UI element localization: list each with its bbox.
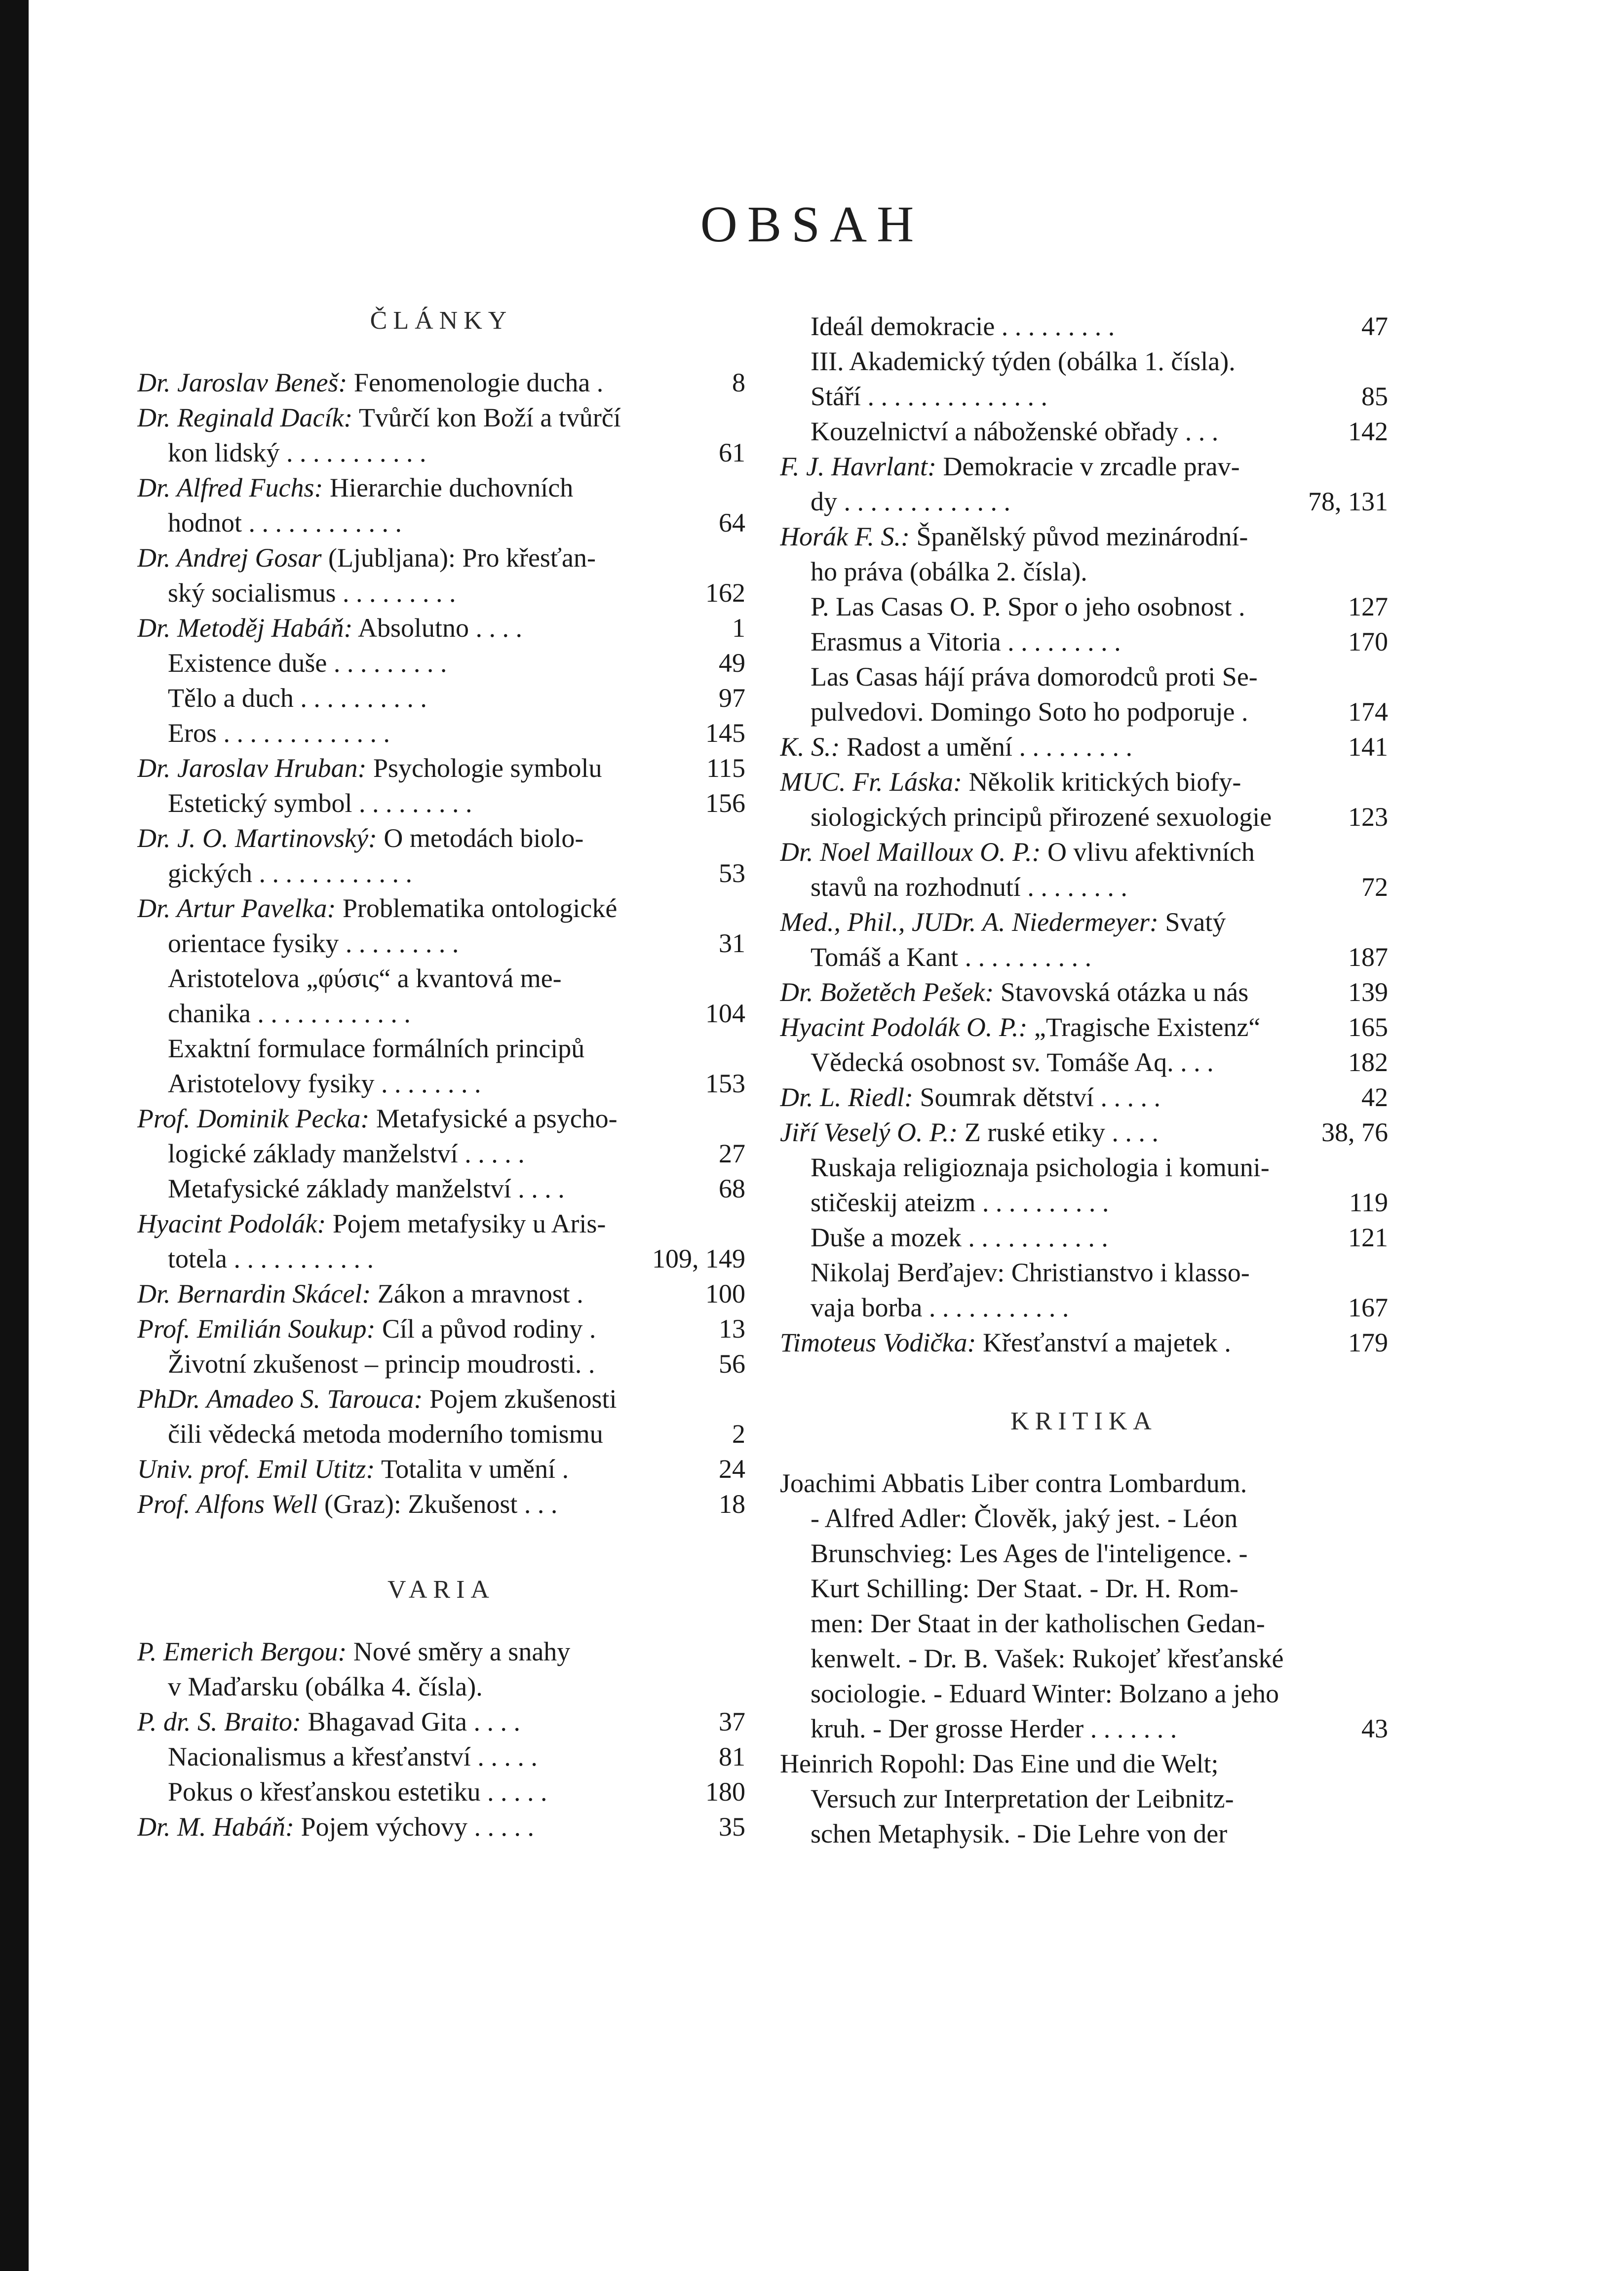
entry-title: Metafysické a psycho- — [369, 1104, 618, 1133]
entry-title: men: Der Staat in der katholischen Gedan- — [811, 1609, 1265, 1638]
entry-page-number: 145 — [698, 716, 745, 751]
entry-page-number: 2 — [725, 1417, 745, 1452]
right-entry — [780, 1010, 1388, 1045]
entry-page-number: 13 — [712, 1311, 745, 1347]
spacer — [780, 1360, 1388, 1395]
clanky-entry — [137, 1101, 745, 1136]
right-entry — [780, 1220, 1388, 1255]
entry-author: Dr. Noel Mailloux O. P.: — [780, 837, 1041, 867]
entry-title: siologických principů přirozené sexuologie — [811, 802, 1272, 832]
entry-title: stavů na rozhodnutí . . . . . . . . — [811, 872, 1127, 902]
entry-title: Tomáš a Kant . . . . . . . . . . — [811, 942, 1092, 972]
entry-author: Dr. Reginald Dacík: — [137, 403, 353, 432]
entry-page-number: 139 — [1341, 975, 1388, 1010]
left-column — [137, 294, 745, 1845]
entry-author: Dr. Alfred Fuchs: — [137, 473, 323, 502]
right-entry — [780, 344, 1388, 379]
right-entry — [780, 449, 1388, 484]
right-entry — [780, 975, 1388, 1010]
entry-author: Horák F. S.: — [780, 522, 910, 551]
entry-page-number: 49 — [712, 646, 745, 681]
entry-page-number: 85 — [1354, 379, 1388, 414]
entry-author: Hyacint Podolák O. P.: — [780, 1012, 1028, 1042]
entry-author: Prof. Dominik Pecka: — [137, 1104, 370, 1133]
spacer — [137, 347, 745, 365]
entry-author: PhDr. Amadeo S. Tarouca: — [137, 1384, 423, 1414]
entry-title: Pojem zkušenosti — [423, 1384, 617, 1414]
right-entry — [780, 309, 1388, 344]
clanky-entry — [137, 1031, 745, 1066]
entry-title: chanika . . . . . . . . . . . . — [168, 999, 411, 1028]
clanky-entry — [137, 1171, 745, 1206]
right-entry — [780, 1185, 1388, 1220]
scan-edge — [0, 0, 29, 2271]
clanky-entry — [137, 926, 745, 961]
entry-title: Nové směry a snahy — [347, 1637, 571, 1666]
entry-page-number: 97 — [712, 681, 745, 716]
clanky-entry — [137, 1206, 745, 1241]
entry-page-number: 61 — [712, 435, 745, 470]
entry-title: Existence duše . . . . . . . . . — [168, 648, 447, 678]
clanky-list — [137, 365, 745, 1522]
entry-page-number: 170 — [1341, 624, 1388, 659]
clanky-entry — [137, 786, 745, 821]
clanky-entry — [137, 435, 745, 470]
entry-page-number: 43 — [1354, 1711, 1388, 1746]
entry-title: Aristotelova „φύσις“ a kvantová me- — [168, 963, 562, 993]
entry-title: Heinrich Ropohl: Das Eine und die Welt; — [780, 1749, 1219, 1778]
right-entry — [780, 870, 1388, 905]
right-column — [780, 309, 1388, 1851]
entry-title: „Tragische Existenz“ — [1027, 1012, 1261, 1042]
entry-title: schen Metaphysik. - Die Lehre von der — [811, 1819, 1228, 1848]
page-title: OBSAH — [700, 196, 924, 253]
entry-title: O metodách biolo- — [377, 823, 584, 853]
entry-title: Cíl a původ rodiny . — [375, 1314, 596, 1344]
entry-title: Kouzelnictví a náboženské obřady . . . — [811, 417, 1219, 446]
entry-author: K. S.: — [780, 732, 840, 762]
entry-page-number: 31 — [712, 926, 745, 961]
clanky-entry — [137, 1347, 745, 1382]
entry-title: P. Las Casas O. P. Spor o jeho osobnost . — [811, 592, 1245, 621]
right-entry — [780, 1080, 1388, 1115]
entry-title: Psychologie symbolu — [366, 753, 602, 783]
right-entry — [780, 940, 1388, 975]
kritika-entry — [780, 1676, 1388, 1711]
right-entry — [780, 589, 1388, 624]
clanky-entry — [137, 856, 745, 891]
entry-page-number: 187 — [1341, 940, 1388, 975]
entry-title: Versuch zur Interpretation der Leibnitz- — [811, 1784, 1234, 1813]
right-entry — [780, 800, 1388, 835]
clanky-entry — [137, 1276, 745, 1311]
entry-title: Problematika ontologické — [336, 893, 618, 923]
entry-author: P. Emerich Bergou: — [137, 1637, 347, 1666]
right-entry — [780, 659, 1388, 694]
varia-entry — [137, 1739, 745, 1774]
entry-title: Joachimi Abbatis Liber contra Lombardum. — [780, 1468, 1247, 1498]
entry-page-number: 35 — [712, 1809, 745, 1845]
kritika-entry — [780, 1816, 1388, 1851]
clanky-entry — [137, 365, 745, 400]
entry-page-number: 123 — [1341, 800, 1388, 835]
spacer — [780, 1448, 1388, 1466]
clanky-entry — [137, 681, 745, 716]
entry-title: totela . . . . . . . . . . . — [168, 1244, 374, 1273]
clanky-entry — [137, 611, 745, 646]
entry-title: Brunschvieg: Les Ages de l'inteligence. - — [811, 1539, 1248, 1568]
entry-author: F. J. Havrlant: — [780, 452, 936, 481]
clanky-entry — [137, 821, 745, 856]
entry-title: Duše a mozek . . . . . . . . . . . — [811, 1223, 1108, 1252]
entry-page-number: 104 — [698, 996, 745, 1031]
entry-title: kon lidský . . . . . . . . . . . — [168, 438, 426, 467]
entry-author: Prof. Alfons Well — [137, 1489, 318, 1519]
entry-author: Timoteus Vodička: — [780, 1328, 976, 1357]
entry-title: Stáří . . . . . . . . . . . . . . — [811, 382, 1047, 411]
clanky-entry — [137, 646, 745, 681]
entry-page-number: 165 — [1341, 1010, 1388, 1045]
entry-title: Zákon a mravnost . — [371, 1279, 583, 1309]
section-heading-varia: VARIA — [387, 1576, 495, 1604]
entry-title: pulvedovi. Domingo Soto ho podporuje . — [811, 697, 1248, 727]
varia-entry — [137, 1634, 745, 1669]
entry-title: Fenomenologie ducha . — [347, 368, 604, 397]
right-entry — [780, 379, 1388, 414]
clanky-entry — [137, 1382, 745, 1417]
entry-author: Med., Phil., JUDr. A. Niedermeyer: — [780, 907, 1159, 937]
entry-title: Demokracie v zrcadle prav- — [936, 452, 1240, 481]
entry-title: Tělo a duch . . . . . . . . . . — [168, 683, 427, 713]
clanky-entry — [137, 996, 745, 1031]
entry-page-number: 182 — [1341, 1045, 1388, 1080]
entry-author: Dr. Andrej Gosar — [137, 543, 322, 573]
entry-title: Erasmus a Vitoria . . . . . . . . . — [811, 627, 1121, 656]
kritika-list — [780, 1466, 1388, 1851]
right-entry — [780, 1115, 1388, 1150]
entry-title: Nacionalismus a křesťanství . . . . . — [168, 1742, 538, 1771]
entry-title: Absolutno . . . . — [352, 613, 522, 643]
entry-page-number: 179 — [1341, 1325, 1388, 1360]
entry-title: Životní zkušenost – princip moudrosti. . — [168, 1349, 595, 1379]
right-entry — [780, 519, 1388, 554]
clanky-entry — [137, 1066, 745, 1101]
entry-title: (Graz): Zkušenost . . . — [317, 1489, 558, 1519]
entry-title: kruh. - Der grosse Herder . . . . . . . — [811, 1714, 1177, 1743]
entry-author: Dr. Bernardin Skácel: — [137, 1279, 371, 1309]
clanky-entry — [137, 470, 745, 505]
entry-page-number: 167 — [1341, 1290, 1388, 1325]
entry-author: P. dr. S. Braito: — [137, 1707, 302, 1736]
entry-title: čili vědecká metoda moderního tomismu — [168, 1419, 603, 1449]
entry-author: MUC. Fr. Láska: — [780, 767, 963, 797]
clanky-entry — [137, 1136, 745, 1171]
entry-title: Estetický symbol . . . . . . . . . — [168, 788, 472, 818]
entry-page-number: 119 — [1342, 1185, 1388, 1220]
clanky-entry — [137, 891, 745, 926]
right-entry — [780, 554, 1388, 589]
right-entry — [780, 624, 1388, 659]
clanky-entry — [137, 400, 745, 435]
section-heading-kritika: KRITIKA — [1010, 1407, 1158, 1435]
entry-title: Pojem metafysiky u Aris- — [326, 1209, 606, 1238]
clanky-entry — [137, 1241, 745, 1276]
entry-page-number: 68 — [712, 1171, 745, 1206]
entry-title: Několik kritických biofy- — [962, 767, 1241, 797]
entry-page-number: 78, 131 — [1297, 484, 1388, 519]
clanky-entry — [137, 505, 745, 540]
entry-page-number: 174 — [1341, 694, 1388, 730]
entry-author: Univ. prof. Emil Utitz: — [137, 1454, 375, 1484]
entry-title: Tvůrčí kon Boží a tvůrčí — [352, 403, 621, 432]
clanky-entry — [137, 751, 745, 786]
entry-page-number: 47 — [1354, 309, 1388, 344]
clanky-entry — [137, 576, 745, 611]
entry-page-number: 81 — [712, 1739, 745, 1774]
entry-title: Soumrak dětství . . . . . — [913, 1082, 1160, 1112]
right-entry — [780, 1255, 1388, 1290]
kritika-entry — [780, 1536, 1388, 1571]
entry-title: Křesťanství a majetek . — [976, 1328, 1231, 1357]
entry-title: dy . . . . . . . . . . . . . — [811, 487, 1010, 516]
entry-title: Hierarchie duchovních — [323, 473, 574, 502]
entry-title: Radost a umění . . . . . . . . . — [840, 732, 1132, 762]
clanky-entry — [137, 1311, 745, 1347]
kritika-entry — [780, 1711, 1388, 1746]
entry-title: Metafysické základy manželství . . . . — [168, 1174, 565, 1203]
clanky-entry — [137, 1417, 745, 1452]
entry-author: Dr. Božetěch Pešek: — [780, 977, 994, 1007]
kritika-entry — [780, 1501, 1388, 1536]
right-entry — [780, 1150, 1388, 1185]
varia-entry — [137, 1809, 745, 1845]
entry-title: Las Casas hájí práva domorodců proti Se- — [811, 662, 1258, 692]
clanky-entry — [137, 716, 745, 751]
clanky-entry — [137, 961, 745, 996]
entry-author: Dr. Jaroslav Hruban: — [137, 753, 367, 783]
varia-list — [137, 1634, 745, 1845]
entry-title: v Maďarsku (obálka 4. čísla). — [168, 1672, 483, 1701]
entry-author: Dr. Metoděj Habáň: — [137, 613, 353, 643]
entry-page-number: 141 — [1341, 730, 1388, 765]
entry-page-number: 115 — [699, 751, 745, 786]
entry-author: Dr. J. O. Martinovský: — [137, 823, 377, 853]
kritika-entry — [780, 1466, 1388, 1501]
kritika-entry — [780, 1746, 1388, 1781]
right-entry — [780, 730, 1388, 765]
entry-title: Pokus o křesťanskou estetiku . . . . . — [168, 1777, 547, 1807]
entry-author: Prof. Emilián Soukup: — [137, 1314, 376, 1344]
entry-author: Dr. Artur Pavelka: — [137, 893, 336, 923]
entry-title: Eros . . . . . . . . . . . . . — [168, 718, 390, 748]
entry-title: III. Akademický týden (obálka 1. čísla). — [811, 346, 1236, 376]
entry-title: Španělský původ mezinárodní- — [910, 522, 1248, 551]
entry-title: Z ruské etiky . . . . — [958, 1117, 1159, 1147]
entry-page-number: 162 — [698, 576, 745, 611]
entry-title: Svatý — [1158, 907, 1226, 937]
entry-title: Exaktní formulace formálních principů — [168, 1034, 585, 1063]
entry-page-number: 142 — [1341, 414, 1388, 449]
kritika-entry — [780, 1781, 1388, 1816]
clanky-entry — [137, 540, 745, 576]
entry-page-number: 8 — [725, 365, 745, 400]
entry-author: Hyacint Podolák: — [137, 1209, 326, 1238]
entry-title: Nikolaj Berďajev: Christianstvo i klasso- — [811, 1258, 1250, 1287]
entry-page-number: 72 — [1354, 870, 1388, 905]
entry-title: Ruskaja religioznaja psichologia i komuni- — [811, 1153, 1270, 1182]
clanky-entry — [137, 1487, 745, 1522]
right-list — [780, 309, 1388, 1360]
right-entry — [780, 1325, 1388, 1360]
varia-entry — [137, 1669, 745, 1704]
clanky-entry — [137, 1452, 745, 1487]
entry-page-number: 153 — [698, 1066, 745, 1101]
entry-page-number: 64 — [712, 505, 745, 540]
entry-title: gických . . . . . . . . . . . . — [168, 858, 412, 888]
entry-page-number: 56 — [712, 1347, 745, 1382]
entry-page-number: 1 — [725, 611, 745, 646]
varia-entry — [137, 1704, 745, 1739]
spacer — [137, 1617, 745, 1634]
entry-title: logické základy manželství . . . . . — [168, 1139, 525, 1168]
right-entry — [780, 1045, 1388, 1080]
entry-title: ský socialismus . . . . . . . . . — [168, 578, 456, 608]
entry-page-number: 121 — [1341, 1220, 1388, 1255]
entry-page-number: 27 — [712, 1136, 745, 1171]
entry-title: - Alfred Adler: Člověk, jaký jest. - Léon — [811, 1503, 1238, 1533]
entry-title: Ideál demokracie . . . . . . . . . — [811, 311, 1115, 341]
right-entry — [780, 765, 1388, 800]
right-entry — [780, 694, 1388, 730]
varia-entry — [137, 1774, 745, 1809]
entry-author: Dr. M. Habáň: — [137, 1812, 294, 1842]
entry-page-number: 24 — [712, 1452, 745, 1487]
entry-page-number: 109, 149 — [641, 1241, 745, 1276]
entry-title: Stavovská otázka u nás — [994, 977, 1249, 1007]
spacer — [137, 1522, 745, 1563]
entry-author: Jiří Veselý O. P.: — [780, 1117, 958, 1147]
entry-page-number: 127 — [1341, 589, 1388, 624]
entry-page-number: 37 — [712, 1704, 745, 1739]
entry-title: Bhagavad Gita . . . . — [301, 1707, 520, 1736]
entry-page-number: 53 — [712, 856, 745, 891]
right-entry — [780, 1290, 1388, 1325]
entry-title: sociologie. - Eduard Winter: Bolzano a jeho — [811, 1679, 1279, 1708]
entry-page-number: 156 — [698, 786, 745, 821]
entry-title: Totalita v umění . — [375, 1454, 569, 1484]
entry-page-number: 38, 76 — [1311, 1115, 1388, 1150]
right-entry — [780, 835, 1388, 870]
entry-title: orientace fysiky . . . . . . . . . — [168, 928, 459, 958]
entry-title: Vědecká osobnost sv. Tomáše Aq. . . . — [811, 1047, 1214, 1077]
right-entry — [780, 484, 1388, 519]
kritika-entry — [780, 1606, 1388, 1641]
entry-page-number: 180 — [698, 1774, 745, 1809]
entry-title: Kurt Schilling: Der Staat. - Dr. H. Rom- — [811, 1574, 1238, 1603]
entry-title: (Ljubljana): Pro křesťan- — [321, 543, 596, 573]
entry-title: Pojem výchovy . . . . . — [294, 1812, 534, 1842]
entry-title: kenwelt. - Dr. B. Vašek: Rukojeť křesťanské — [811, 1644, 1284, 1673]
entry-author: Dr. Jaroslav Beneš: — [137, 368, 348, 397]
entry-page-number: 42 — [1354, 1080, 1388, 1115]
kritika-entry — [780, 1571, 1388, 1606]
entry-title: stičeskij ateizm . . . . . . . . . . — [811, 1188, 1109, 1217]
entry-title: ho práva (obálka 2. čísla). — [811, 557, 1087, 586]
section-heading-clanky: ČLÁNKY — [370, 307, 513, 335]
entry-author: Dr. L. Riedl: — [780, 1082, 913, 1112]
kritika-entry — [780, 1641, 1388, 1676]
entry-title: vaja borba . . . . . . . . . . . — [811, 1293, 1069, 1322]
right-entry — [780, 905, 1388, 940]
right-entry — [780, 414, 1388, 449]
entry-title: Aristotelovy fysiky . . . . . . . . — [168, 1069, 481, 1098]
entry-page-number: 18 — [712, 1487, 745, 1522]
entry-title: O vlivu afektivních — [1041, 837, 1255, 867]
entry-title: hodnot . . . . . . . . . . . . — [168, 508, 402, 538]
entry-page-number: 100 — [698, 1276, 745, 1311]
